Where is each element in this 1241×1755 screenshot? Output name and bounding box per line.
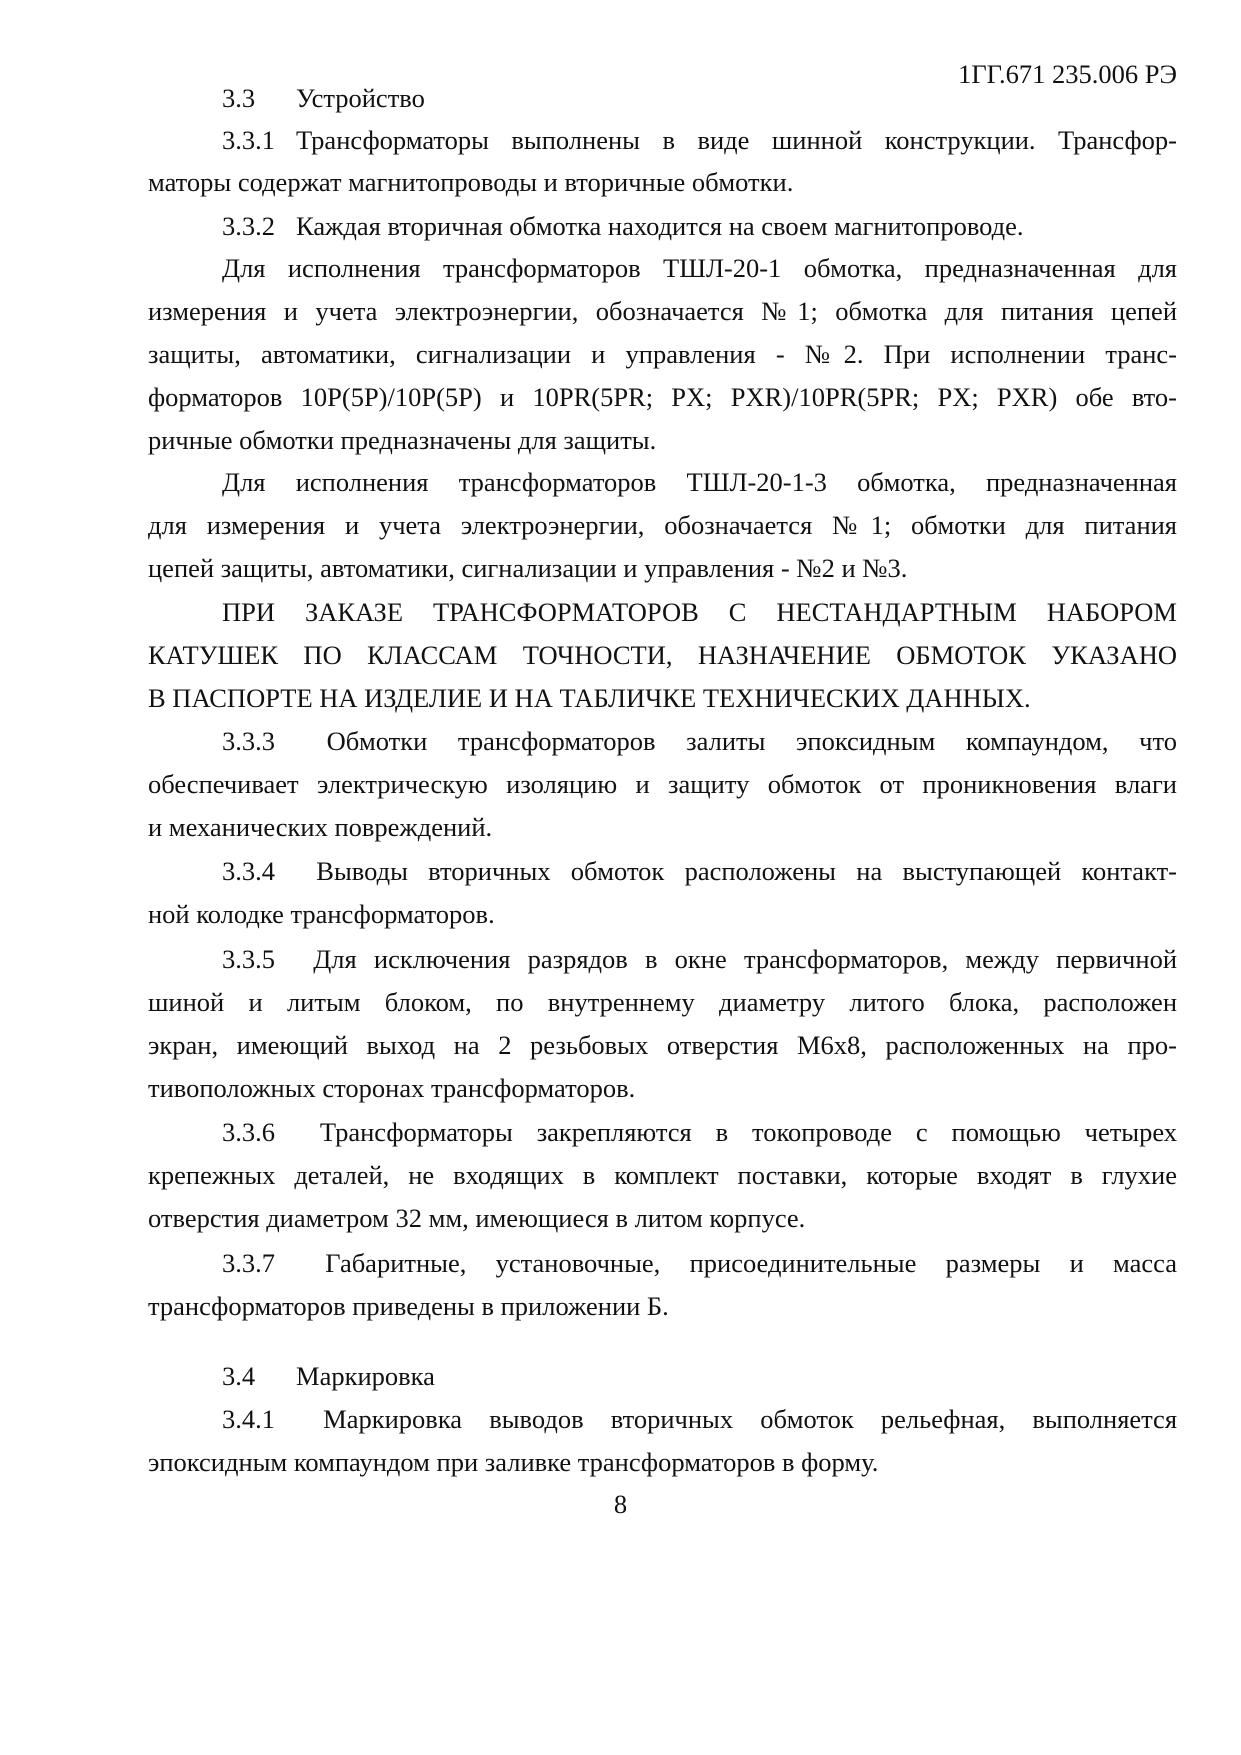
paragraph-3-3-6-line-3: отверстия диаметром 32 мм, имеющиеся в литом корпусе.: [148, 1203, 806, 1233]
notice-line-2: КАТУШЕК ПО КЛАССАМ ТОЧНОСТИ, НАЗНАЧЕНИЕ ОБМОТОК УКАЗАНО: [148, 640, 1177, 670]
clause-number: 3.3.5: [222, 944, 275, 974]
paragraph-3-3-6-line-2: крепежных деталей, не входящих в комплект поставки, которые входят в глухие: [148, 1160, 1177, 1190]
paragraph-3-3-4-line-1: [222, 855, 1177, 887]
line-text: Трансформаторы закрепляются в токопроводе с помощью четырех: [319, 1117, 1177, 1147]
clause-number: 3.3.3: [222, 726, 275, 756]
notice-line-3: В ПАСПОРТЕ НА ИЗДЕЛИЕ И НА ТАБЛИЧКЕ ТЕХНИЧЕСКИХ ДАННЫХ.: [148, 683, 1031, 713]
paragraph-3-3-3-line-2: обеспечивает электрическую изоляцию и защиту обмоток от проникновения влаги: [148, 769, 1177, 799]
paragraph-tshl-20-1-line-5: ричные обмотки предназначены для защиты.: [148, 425, 657, 455]
paragraph-3-3-4-line-2: ной колодке трансформаторов.: [148, 899, 495, 929]
clause-number: 3.3.2: [222, 211, 275, 241]
paragraph-tshl-20-1-line-4: форматоров 10P(5P)/10P(5P) и 10PR(5PR; PX; PXR)/10PR(5PR; PX; PXR) обе вто-: [148, 382, 1177, 412]
clause-number: 3.3.1: [222, 125, 275, 155]
paragraph-3-3-5-line-2: шиной и литым блоком, по внутреннему диаметру литого блока, расположен: [148, 987, 1177, 1017]
line-text: Выводы вторичных обмоток расположены на выступающей контакт-: [316, 856, 1177, 886]
line-text: Габаритные, установочные, присоединительные размеры и масса: [325, 1248, 1177, 1278]
line-text: Маркировка выводов вторичных обмоток рельефная, выполняется: [323, 1404, 1177, 1434]
paragraph-3-3-5-line-1: [222, 943, 1177, 975]
clause-number: 3.3.7: [222, 1248, 275, 1278]
paragraph-3-3-7-line-1: [222, 1247, 1177, 1279]
paragraph-3-3-7-line-2: трансформаторов приведены в приложении Б.: [148, 1291, 669, 1321]
clause-number: 3.3.4: [222, 856, 275, 886]
paragraph-tshl-20-1-line-1: Для исполнения трансформаторов ТШЛ-20-1 обмотка, предназначенная для: [222, 253, 1177, 283]
line-text: Для исключения разрядов в окне трансформаторов, между первичной: [313, 944, 1177, 974]
notice-line-1: ПРИ ЗАКАЗЕ ТРАНСФОРМАТОРОВ С НЕСТАНДАРТНЫМ НАБОРОМ: [222, 597, 1177, 627]
paragraph-tshl-20-1-3-line-1: Для исполнения трансформаторов ТШЛ-20-1-3 обмотка, предназначенная: [222, 467, 1177, 497]
paragraph-3-4-1-line-2: эпоксидным компаундом при заливке трансформаторов в форму.: [148, 1447, 879, 1477]
paragraph-3-3-1-line-2: маторы содержат магнитопроводы и вторичные обмотки.: [148, 167, 794, 197]
paragraph-tshl-20-1-3-line-2: для измерения и учета электроэнергии, обозначается №1; обмотки для питания: [148, 510, 1177, 540]
paragraph-tshl-20-1-3-line-3: цепей защиты, автоматики, сигнализации и управления - №2 и №3.: [148, 553, 908, 583]
section-title: Маркировка: [296, 1361, 435, 1391]
paragraph-tshl-20-1-line-2: измерения и учета электроэнергии, обозначается №1; обмотка для питания цепей: [148, 296, 1177, 326]
document-code: 1ГГ.671 235.006 РЭ: [958, 59, 1177, 89]
section-number: 3.4: [222, 1361, 256, 1391]
paragraph-3-3-3-line-3: и механических повреждений.: [148, 812, 493, 842]
paragraph-3-3-2-line-1: [222, 210, 1177, 242]
paragraph-3-4-1-line-1: [222, 1403, 1177, 1435]
paragraph-3-3-3-line-1: [222, 725, 1177, 757]
clause-number: 3.4.1: [222, 1404, 275, 1434]
line-text: Каждая вторичная обмотка находится на своем магнитопроводе.: [296, 211, 1024, 241]
page-number: 8: [613, 1489, 628, 1519]
section-heading-3-4: [222, 1360, 1177, 1392]
line-text: Обмотки трансформаторов залиты эпоксидным компаундом, что: [326, 726, 1177, 756]
paragraph-3-3-5-line-4: тивоположных сторонах трансформаторов.: [148, 1073, 636, 1103]
section-title: Устройство: [296, 83, 425, 113]
line-text: Трансформаторы выполнены в виде шинной конструкции. Трансфор-: [296, 125, 1177, 155]
paragraph-3-3-6-line-1: [222, 1116, 1177, 1148]
section-heading-3-3: [222, 82, 1177, 114]
paragraph-3-3-1-line-1: [222, 124, 1177, 156]
paragraph-3-3-5-line-3: экран, имеющий выход на 2 резьбовых отверстия М6х8, расположенных на про-: [148, 1030, 1177, 1060]
clause-number: 3.3.6: [222, 1117, 275, 1147]
section-number: 3.3: [222, 83, 256, 113]
paragraph-tshl-20-1-line-3: защиты, автоматики, сигнализации и управления - №2. При исполнении транс-: [148, 339, 1177, 369]
